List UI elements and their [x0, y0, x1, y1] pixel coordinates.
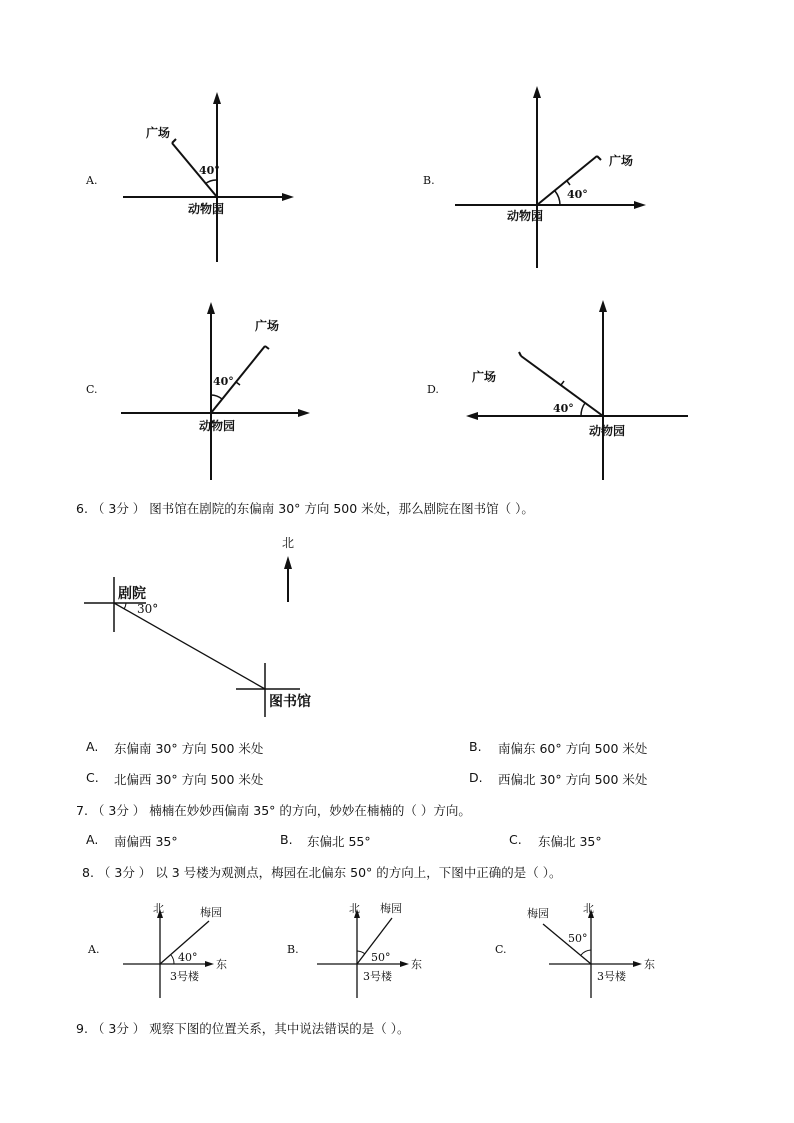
north-label: 北: [153, 902, 164, 915]
q5-a-origin: 动物园: [188, 202, 225, 216]
q5-c-origin: 动物园: [199, 419, 236, 433]
q5-c-angle: 40°: [213, 375, 234, 388]
q7-option-b-text[interactable]: 东偏北 55°: [307, 834, 371, 849]
q6-theater-label: 剧院: [118, 586, 146, 602]
angle-label: 50°: [371, 951, 391, 964]
q5-b-origin: 动物园: [507, 209, 544, 223]
q7-option-c-letter[interactable]: C.: [509, 832, 522, 847]
q5-a-place: 广场: [146, 126, 171, 140]
q7-option-b-letter[interactable]: B.: [280, 832, 293, 847]
q5-d-place: 广场: [472, 370, 497, 384]
q5-option-c-letter[interactable]: C.: [86, 383, 98, 396]
origin-label: 3号楼: [170, 970, 199, 983]
q8-question-text: 8. （ 3分 ） 以 3 号楼为观测点，梅园在北偏东 50° 的方向上，下图中正确的是（ ）。: [82, 865, 562, 880]
q6-north-label: 北: [282, 536, 295, 550]
q6-angle-label: 30°: [137, 602, 159, 616]
place-label: 梅园: [380, 902, 402, 915]
q6-option-b-letter[interactable]: B.: [469, 739, 482, 754]
q5-d-origin: 动物园: [589, 424, 626, 438]
q6-question-text: 6. （ 3分 ） 图书馆在剧院的东偏南 30° 方向 500 米处，那么剧院在图书馆（ ）。: [76, 501, 534, 516]
q5-option-a-letter[interactable]: A.: [86, 174, 98, 187]
q5-option-d-letter[interactable]: D.: [427, 383, 439, 396]
east-label: 东: [411, 958, 422, 971]
q5-b-place: 广场: [609, 154, 634, 168]
origin-label: 3号楼: [363, 970, 392, 983]
place-label: 梅园: [200, 906, 222, 919]
north-label: 北: [349, 902, 360, 915]
q7-option-a-text[interactable]: 南偏西 35°: [114, 834, 178, 849]
q8-option-b-letter[interactable]: B.: [287, 943, 299, 956]
q6-option-d-letter[interactable]: D.: [469, 770, 483, 785]
q9-question-text: 9. （ 3分 ） 观察下图的位置关系，其中说法错误的是（ ）。: [76, 1021, 410, 1036]
east-label: 东: [216, 958, 227, 971]
q6-option-c-text[interactable]: 北偏西 30° 方向 500 米处: [114, 772, 264, 787]
angle-label: 40°: [178, 951, 198, 964]
q7-option-a-letter[interactable]: A.: [86, 832, 99, 847]
q8-option-a-letter[interactable]: A.: [88, 943, 100, 956]
q6-option-c-letter[interactable]: C.: [86, 770, 99, 785]
q5-c-place: 广场: [255, 319, 280, 333]
q6-option-b-text[interactable]: 南偏东 60° 方向 500 米处: [498, 741, 648, 756]
q5-b-angle: 40°: [567, 188, 588, 201]
q6-option-a-text[interactable]: 东偏南 30° 方向 500 米处: [114, 741, 264, 756]
q6-option-d-text[interactable]: 西偏北 30° 方向 500 米处: [498, 772, 648, 787]
origin-label: 3号楼: [597, 970, 626, 983]
q7-option-c-text[interactable]: 东偏北 35°: [538, 834, 602, 849]
q7-question-text: 7. （ 3分 ） 楠楠在妙妙西偏南 35° 的方向，妙妙在楠楠的（ ）方向。: [76, 803, 471, 818]
north-label: 北: [583, 902, 594, 915]
east-label: 东: [644, 958, 655, 971]
q8-option-c-letter[interactable]: C.: [495, 943, 507, 956]
q5-d-angle: 40°: [553, 402, 574, 415]
angle-label: 50°: [568, 932, 588, 945]
q5-option-b-letter[interactable]: B.: [423, 174, 435, 187]
q6-library-label: 图书馆: [269, 694, 311, 710]
q5-a-angle: 40°: [199, 164, 220, 177]
q6-option-a-letter[interactable]: A.: [86, 739, 99, 754]
place-label: 梅园: [527, 907, 549, 920]
